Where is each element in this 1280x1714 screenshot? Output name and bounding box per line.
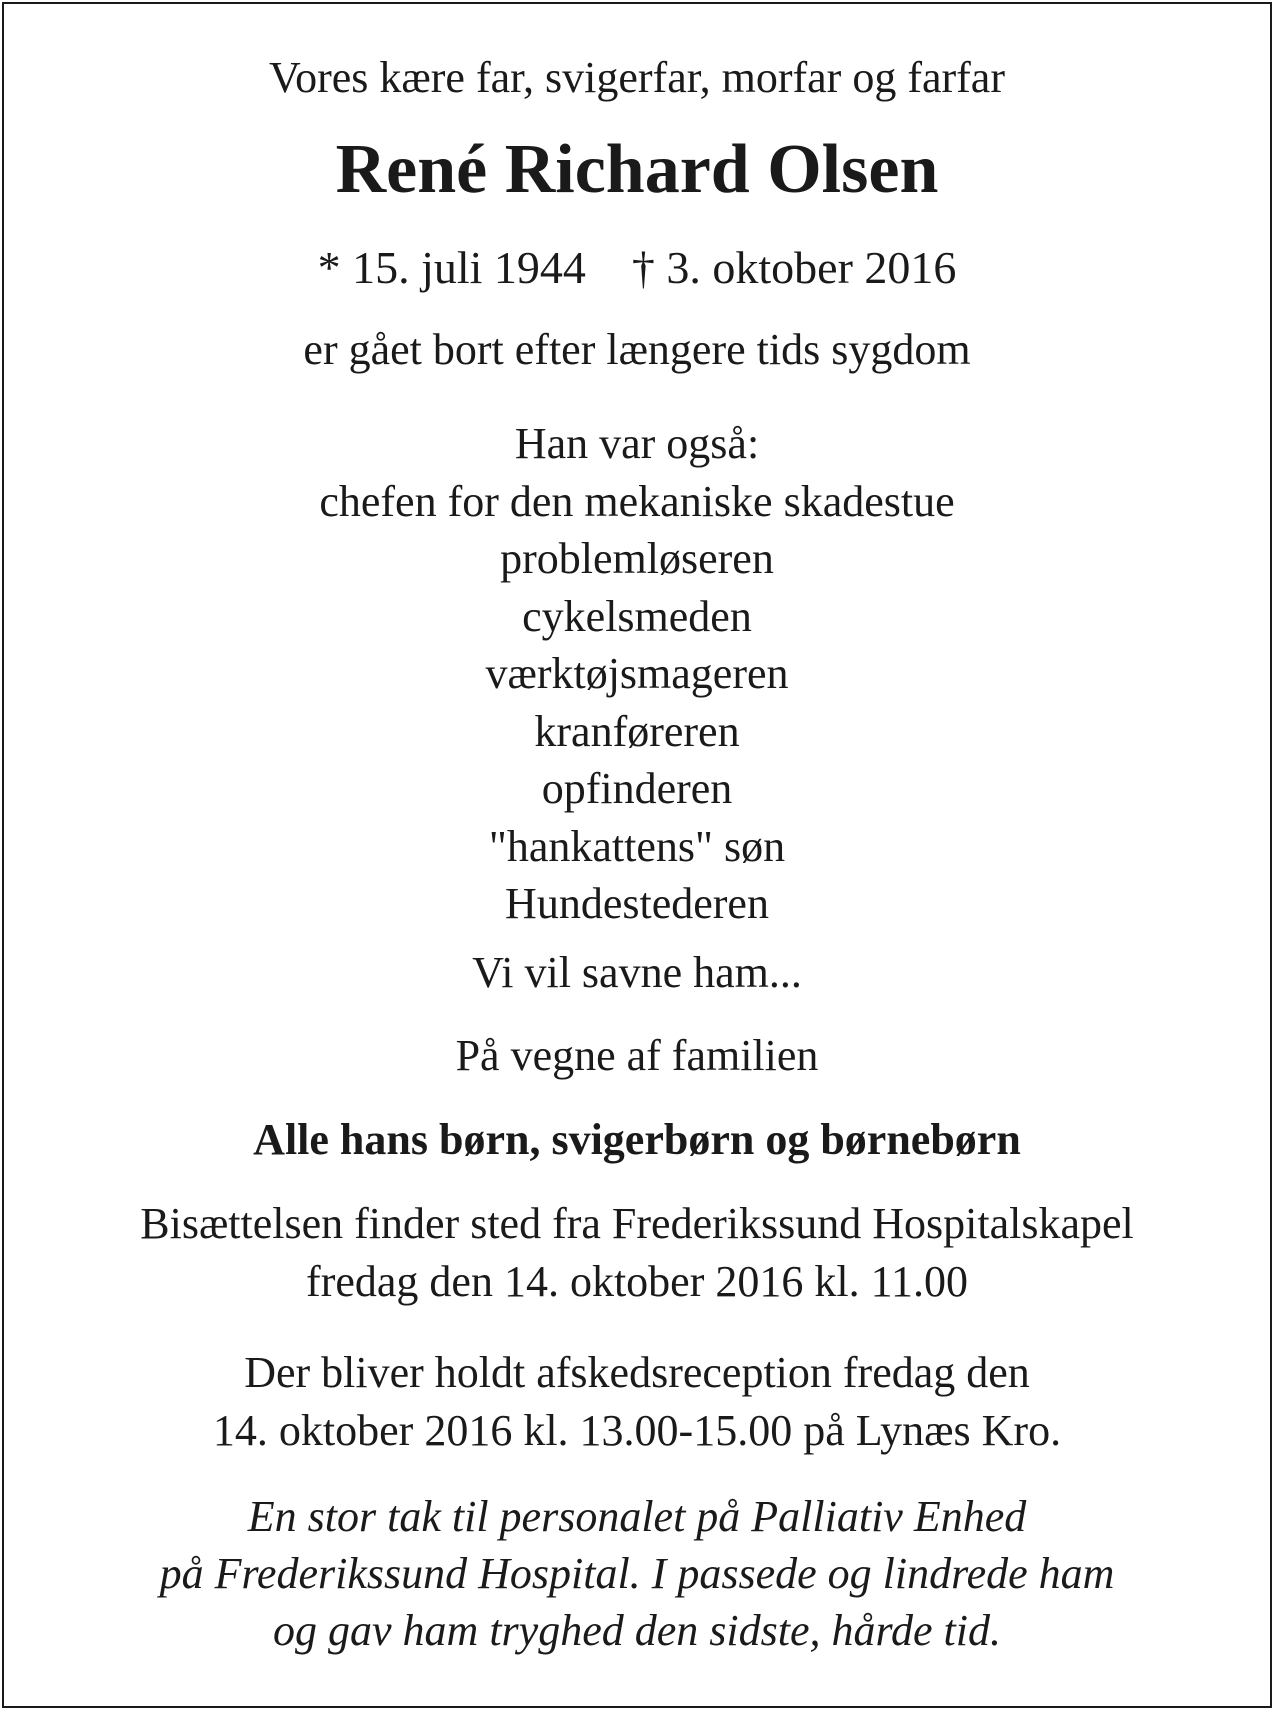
- life-dates: [4, 239, 1270, 297]
- reception-info: [4, 1344, 1270, 1460]
- funeral-line: Bisættelsen finder sted fra Frederikssund Hospitalskapel: [140, 1199, 1134, 1248]
- reception-line: 14. oktober 2016 kl. 13.00-15.00 på Lynæs Kro.: [212, 1406, 1062, 1455]
- birth-date: * 15. juli 1944: [317, 242, 586, 293]
- thanks-line: på Frederikssund Hospital. I passede og lindrede ham: [159, 1549, 1115, 1598]
- role-item: opfinderen: [541, 764, 733, 813]
- thanks-message: [4, 1488, 1270, 1659]
- family-signature: Alle hans børn, svigerbørn og børnebørn: [253, 1115, 1021, 1164]
- role-item: "hankattens" søn: [488, 821, 786, 871]
- thanks-line: En stor tak til personalet på Palliativ Enhed: [247, 1492, 1027, 1541]
- passed-away-line: er gået bort efter længere tids sygdom: [303, 325, 971, 374]
- we-will-miss-line: Vi vil savne ham...: [472, 948, 802, 997]
- roles-heading: Han var også:: [514, 419, 760, 468]
- funeral-info: [4, 1195, 1270, 1311]
- deceased-name: René Richard Olsen: [335, 131, 939, 208]
- reception-line: Der bliver holdt afskedsreception fredag den: [244, 1348, 1030, 1397]
- role-item: cykelsmeden: [522, 591, 752, 641]
- intro-line: Vores kære far, svigerfar, morfar og farfar: [269, 53, 1005, 102]
- role-item: værktøjsmageren: [485, 649, 789, 698]
- role-item: problemløseren: [500, 534, 774, 583]
- funeral-line: fredag den 14. oktober 2016 kl. 11.00: [306, 1257, 968, 1306]
- thanks-line: og gav ham tryghed den sidste, hårde tid.: [273, 1606, 1001, 1655]
- obituary-notice: [2, 2, 1272, 1708]
- on-behalf-line: På vegne af familien: [455, 1031, 819, 1080]
- role-item: chefen for den mekaniske skadestue: [319, 476, 955, 526]
- role-item: kranføreren: [534, 706, 740, 756]
- role-item: Hundestederen: [505, 879, 769, 928]
- roles-list: [4, 415, 1270, 933]
- death-date: † 3. oktober 2016: [631, 242, 957, 293]
